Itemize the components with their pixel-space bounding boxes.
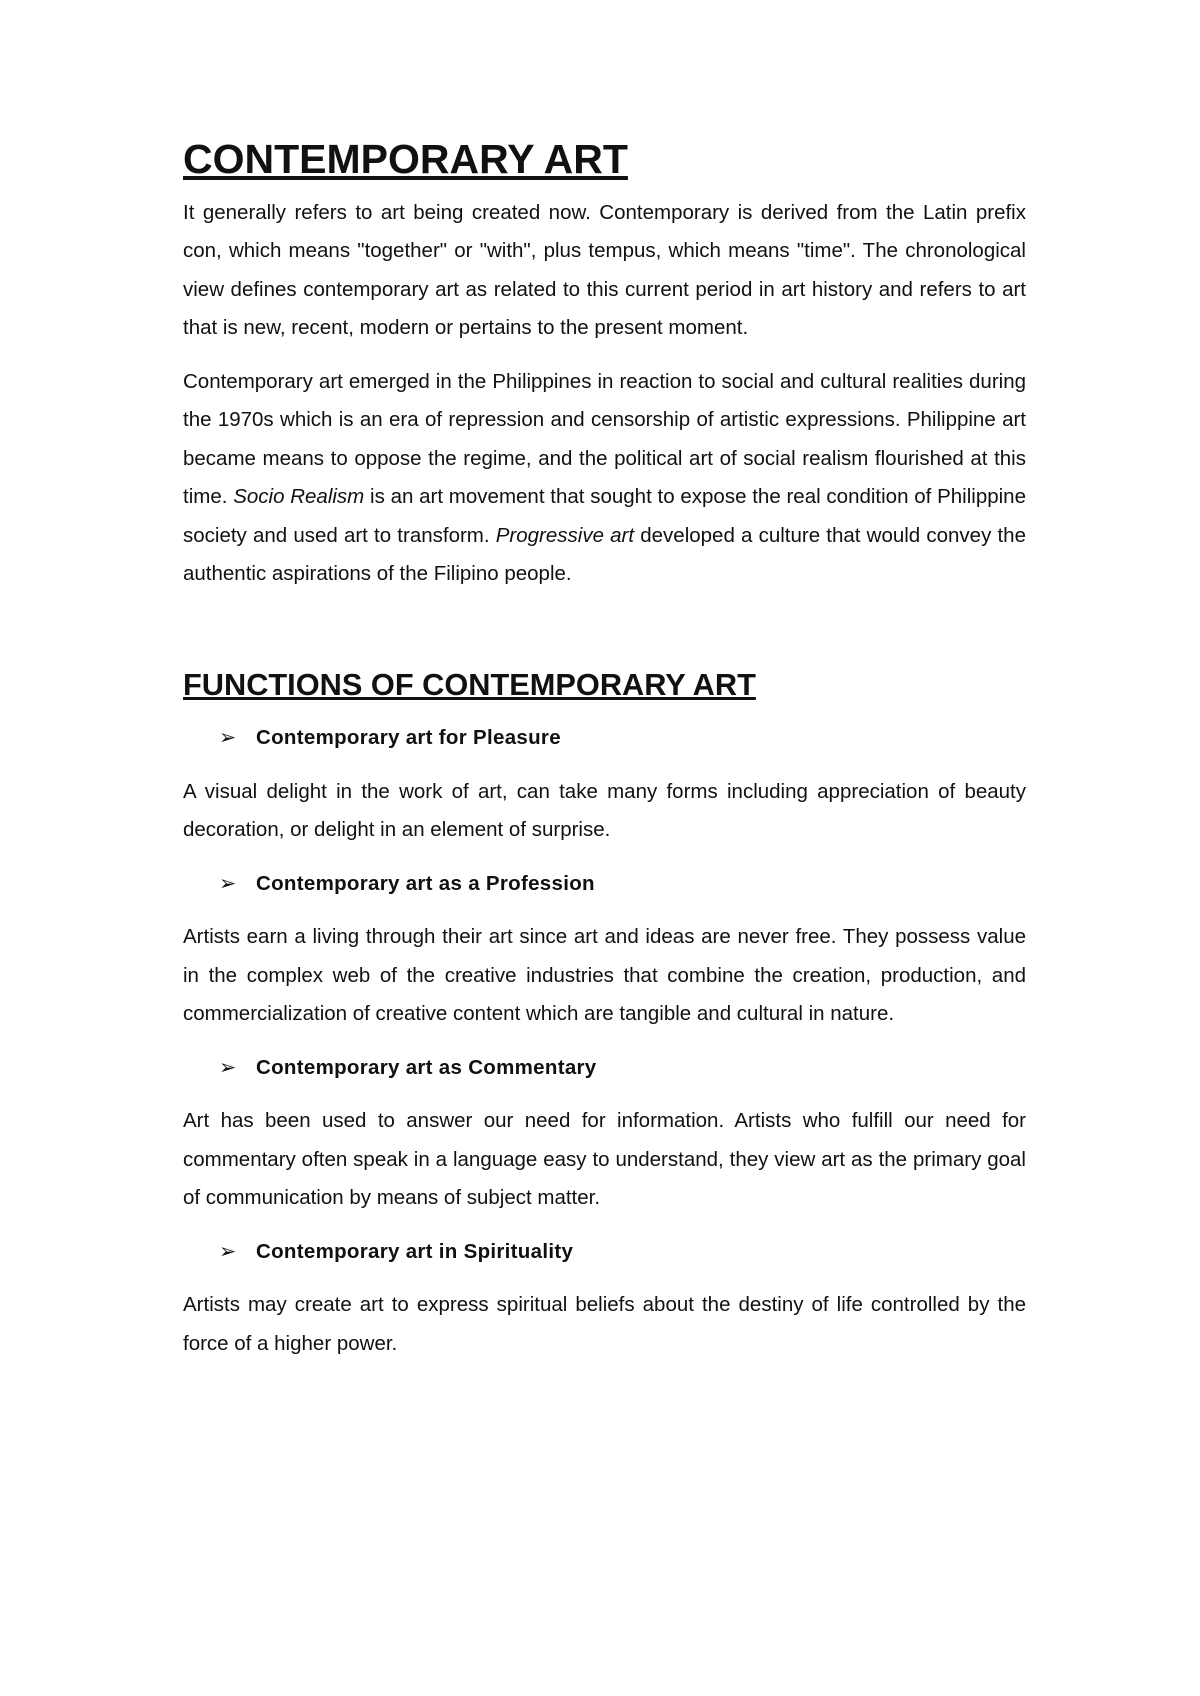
bullet-label: Contemporary art as a Profession [256,871,595,895]
paragraph-philippines [183,363,1026,594]
paragraph-philippines-part-a: Contemporary art emerged in the Philippines in reaction to social and cultural realities during the 1970s which is an era of repression and censorship of artistic expressions. Philippine art became means to oppose the regime, and the political art of social realism flourished at this time. [183,369,1026,508]
paragraph-pleasure: A visual delight in the work of art, can take many forms including appreciation of beauty decoration, or delight in an element of surprise. [183,779,1026,841]
paragraph-philippines-part-e: developed a culture that would convey the authentic aspirations of the Filipino people. [183,523,1026,585]
term-progressive-art: Progressive art [495,523,635,547]
arrow-bullet-icon: ➢ [219,1239,237,1263]
bullet-heading-commentary [183,1049,1026,1088]
bullet-heading-profession [183,865,1026,904]
arrow-bullet-icon: ➢ [219,871,237,895]
bullet-label: Contemporary art as Commentary [256,1055,597,1079]
bullet-heading-spirituality [183,1233,1026,1272]
section-heading-contemporary-art: CONTEMPORARY ART [183,136,628,182]
paragraph-philippines-part-c: is an art movement that sought to expose the real condition of Philippine society and used art to transform. [183,485,1026,547]
paragraph-spirituality: Artists may create art to express spiritual beliefs about the destiny of life controlled by the force of a higher power. [183,1293,1026,1355]
paragraph-commentary: Art has been used to answer our need for information. Artists who fulfill our need for commentary often speak in a language easy to understand, they view art as the primary goal of communication by means of subject matter. [183,1109,1026,1209]
bullet-label: Contemporary art in Spirituality [256,1239,574,1263]
bullet-heading-pleasure [183,719,1026,758]
paragraph-definition: It generally refers to art being created now. Contemporary is derived from the Latin prefix con, which means "together" or "with", plus tempus, which means "time". The chronological view defines contemporary art as related to this current period in art history and refers to art that is new, recent, modern or pertains to the present moment. [183,200,1026,339]
term-socio-realism: Socio Realism [233,485,365,508]
paragraph-profession: Artists earn a living through their art since art and ideas are never free. They possess value in the complex web of the creative industries that combine the creation, production, and commercialization of creative content which are tangible and cultural in nature. [183,925,1026,1025]
arrow-bullet-icon: ➢ [219,726,237,749]
section-heading-functions: FUNCTIONS OF CONTEMPORARY ART [183,666,756,702]
arrow-bullet-icon: ➢ [219,1055,237,1079]
document-page [183,136,1026,1363]
bullet-label: Contemporary art for Pleasure [256,726,561,749]
